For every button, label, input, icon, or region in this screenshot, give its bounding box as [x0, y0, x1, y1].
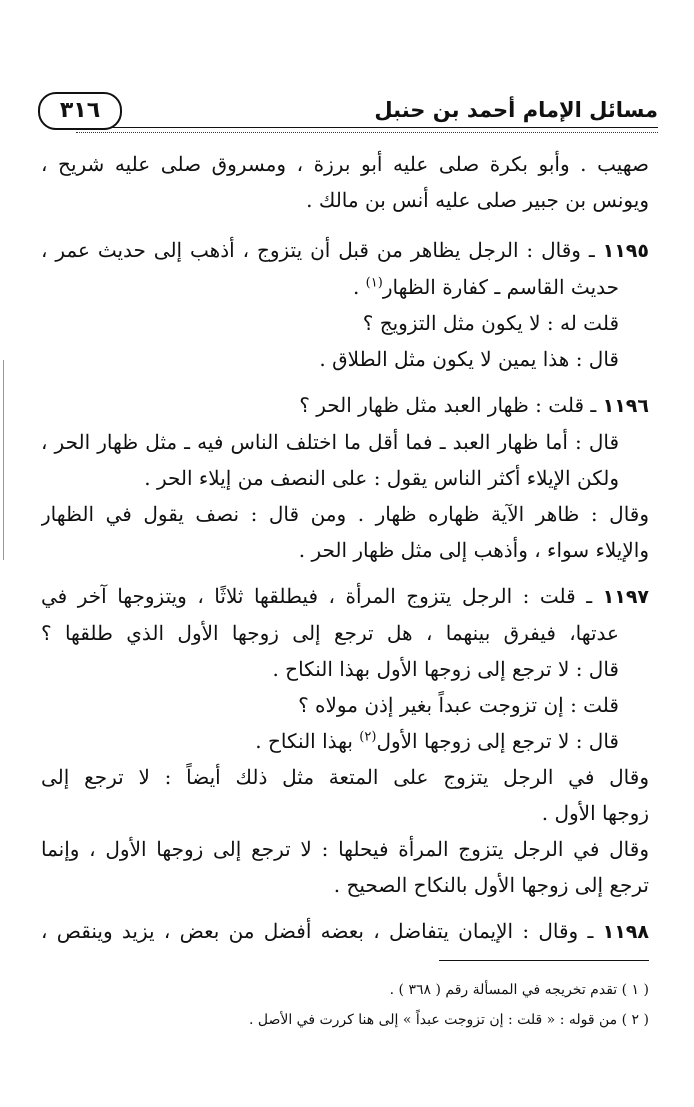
text-line: ترجع إلى زوجها الأول بالنكاح الصحيح . [333, 873, 649, 897]
issue-1198 [41, 913, 649, 950]
text-line [41, 723, 649, 759]
text-segment: قال : لا ترجع إلى زوجها الأول [376, 729, 619, 753]
issue-1195 [41, 232, 649, 269]
footnote-ref: (٢) [359, 729, 377, 745]
issue-number: ١١٩٧ [602, 586, 649, 608]
text-line: قال : أما ظهار العبد ـ فما أقل ما اختلف الناس فيه ـ مثل ظهار الحر ، [41, 430, 619, 454]
text-line: وقال : ظاهر الآية ظهاره ظهار . ومن قال : نصف يقول في الظهار [41, 502, 649, 526]
text-line: عدتها، فيفرق بينهما ، هل ترجع إلى زوجها الأول الذي طلقها ؟ [41, 621, 619, 645]
book-title: مسائل الإمام أحمد بن حنبل [374, 98, 658, 122]
page-number: ٣١٦ [38, 92, 122, 130]
footnote-rule [439, 960, 649, 961]
issue-1197 [41, 578, 649, 615]
text-line: قلت له : لا يكون مثل التزويج ؟ [362, 311, 619, 335]
issue-number: ١١٩٥ [602, 240, 649, 262]
text-line [41, 269, 649, 305]
text-line: والإيلاء سواء ، وأذهب إلى مثل ظهار الحر . [298, 538, 649, 562]
text-line: وقال في الرجل يتزوج المرأة فيحلها : لا ترجع إلى زوجها الأول ، وإنما [41, 837, 649, 861]
header-rule [76, 127, 658, 133]
scan-margin-line [3, 360, 4, 560]
text-segment: بهذا النكاح . [255, 729, 360, 753]
page-header [38, 92, 658, 132]
text-line: زوجها الأول . [541, 801, 649, 825]
issue-number: ١١٩٨ [602, 921, 649, 943]
footnote-ref: (١) [365, 275, 383, 291]
body-text [41, 146, 649, 950]
text-segment: ـ وقال : الإيمان يتفاضل ، بعضه أفضل من بعض ، يزيد وينقص ، [41, 919, 594, 943]
text-line: ولكن الإيلاء أكثر الناس يقول : على النصف من إيلاء الحر . [144, 466, 619, 490]
text-segment: ـ قلت : ظهار العبد مثل ظهار الحر ؟ [299, 393, 597, 417]
text-line: صهيب . وأبو بكرة صلى عليه أبو برزة ، ومسروق صلى عليه شريح ، [41, 152, 649, 176]
issue-number: ١١٩٦ [602, 395, 649, 417]
text-segment: حديث القاسم ـ كفارة الظهار [382, 275, 619, 299]
issue-1196 [41, 387, 649, 424]
text-line: قلت : إن تزوجت عبداً بغير إذن مولاه ؟ [298, 693, 619, 717]
footnote-1: ( ١ ) تقدم تخريجه في المسألة رقم ( ٣٦٨ ) . [389, 982, 649, 998]
footnotes [41, 975, 649, 1035]
text-segment: ـ وقال : الرجل يظاهر من قبل أن يتزوج ، أذهب إلى حديث عمر ، [41, 238, 595, 262]
text-segment: . [352, 275, 366, 299]
text-segment: ـ قلت : الرجل يتزوج المرأة ، فيطلقها ثلاثًا ، ويتزوجها آخر في [41, 584, 593, 608]
text-line: قال : لا ترجع إلى زوجها الأول بهذا النكاح . [272, 657, 619, 681]
footnote-2: ( ٢ ) من قوله : « قلت : إن تزوجت عبداً » إلى هنا كررت في الأصل . [248, 1012, 649, 1028]
text-line: ويونس بن جبير صلى عليه أنس بن مالك . [306, 188, 649, 212]
text-line: قال : هذا يمين لا يكون مثل الطلاق . [319, 347, 619, 371]
text-line: وقال في الرجل يتزوج على المتعة مثل ذلك أيضاً : لا ترجع إلى [41, 765, 649, 789]
